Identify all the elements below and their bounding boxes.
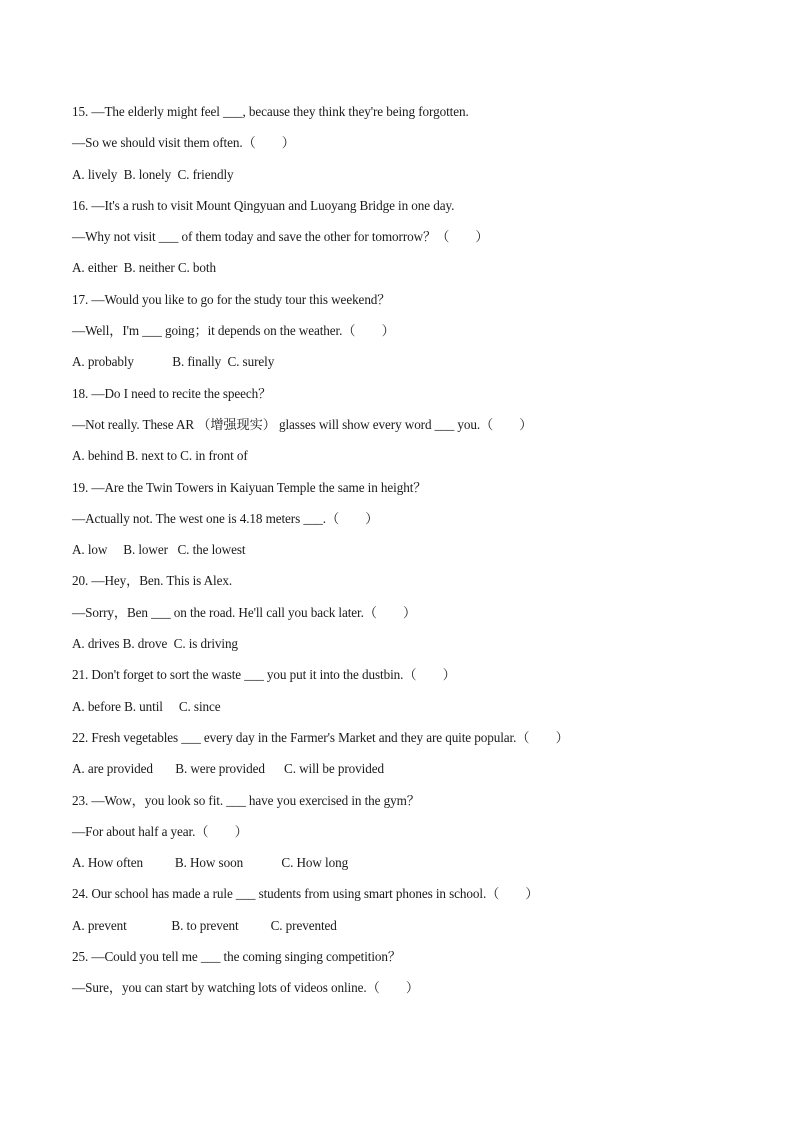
q15-question: 15. —The elderly might feel ___, because they think they're being forgotten. [72,104,469,119]
q20-question: 20. —Hey，Ben. This is Alex. [72,573,233,589]
q20-response: —Sorry，Ben ___ on the road. He'll call you back later.（ ） [72,604,417,620]
q18-response: —Not really. These AR （增强现实） glasses will show every word ___ you.（ ） [72,416,533,432]
q17-question: 17. —Would you like to go for the study tour this weekend？ [72,291,391,307]
q21-question: 21. Don't forget to sort the waste ___ you put it into the dustbin.（ ） [72,667,456,683]
q22-question: 22. Fresh vegetables ___ every day in the Farmer's Market and they are quite popular.（ ） [72,729,569,745]
q17-response: —Well，I'm ___ going；it depends on the weather.（ ） [72,323,395,339]
q23-response: —For about half a year.（ ） [72,823,248,839]
q19-options: A. low B. lower C. the lowest [72,542,246,558]
q23-options: A. How often B. How soon C. How long [72,855,349,871]
q20-options: A. drives B. drove C. is driving [72,636,238,652]
q15-options: A. lively B. lonely C. friendly [72,166,234,182]
q18-question: 18. —Do I need to recite the speech？ [72,385,272,401]
q24-question: 24. Our school has made a rule ___ students from using smart phones in school.（ ） [72,886,539,902]
q17-options: A. probably B. finally C. surely [72,354,275,370]
q24-options: A. prevent B. to prevent C. prevented [72,917,337,933]
q25-response: —Sure，you can start by watching lots of videos online.（ ） [72,980,419,996]
q15-response: —So we should visit them often.（ ） [72,135,295,151]
q22-options: A. are provided B. were provided C. will be provided [72,761,384,777]
q19-response: —Actually not. The west one is 4.18 meters ___.（ ） [72,510,379,526]
q16-options: A. either B. neither C. both [72,260,216,276]
q25-question: 25. —Could you tell me ___ the coming singing competition？ [72,949,401,965]
q19-question: 19. —Are the Twin Towers in Kaiyuan Temple the same in height？ [72,479,427,495]
question-list [72,101,752,1009]
q18-options: A. behind B. next to C. in front of [72,448,248,464]
q16-response: —Why not visit ___ of them today and save the other for tomorrow？（ ） [72,229,489,245]
q21-options: A. before B. until C. since [72,698,221,714]
q23-question: 23. —Wow，you look so fit. ___ have you exercised in the gym？ [72,792,420,808]
q16-question: 16. —It's a rush to visit Mount Qingyuan and Luoyang Bridge in one day. [72,197,455,213]
